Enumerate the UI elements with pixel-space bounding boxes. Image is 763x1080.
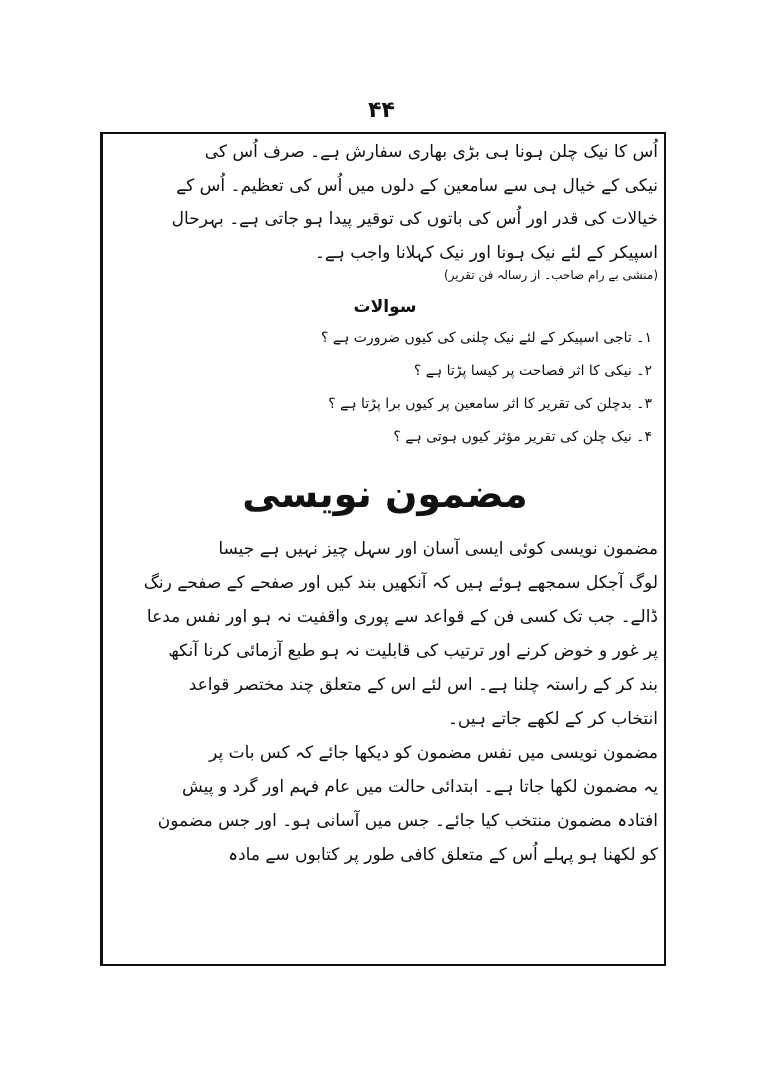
question-item: ۲۔ نیکی کا اثر فصاحت پر کیسا پڑتا ہے ؟: [413, 363, 652, 379]
page-content: [112, 136, 658, 872]
essay-line: بند کر کے راستہ چلنا ہے۔ اس لئے اس کے متعلق چند مختصر قواعد: [188, 675, 658, 695]
intro-paragraph: [112, 136, 658, 286]
essay-line: یہ مضمون لکھا جاتا ہے۔ ابتدائی حالت میں عام فہم اور گرد و پیش: [182, 777, 658, 797]
question-item: ۴۔ نیک چلن کی تقریر مؤثر کیوں ہوتی ہے ؟: [393, 429, 652, 445]
question-item: ۳۔ بدچلن کی تقریر کا اثر سامعین پر کیوں برا پڑتا ہے ؟: [328, 396, 652, 412]
essay-line: مضمون نویسی کوئی ایسی آسان اور سہل چیز نہیں ہے جیسا: [218, 539, 658, 559]
question-item: ۱۔ تاجی اسپیکر کے لئے نیک چلنی کی کیوں ضرورت ہے ؟: [321, 330, 652, 346]
essay-paragraph-2: [112, 736, 658, 872]
essay-line: افتادہ مضمون منتخب کیا جائے۔ جس میں آسانی ہو۔ اور جس مضمون: [157, 811, 658, 831]
essay-line: لوگ آجکل سمجھے ہوئے ہیں کہ آنکھیں بند کیں اور صفحے کے صفحے رنگ: [143, 573, 658, 593]
essay-line: کو لکھنا ہو پہلے اُس کے متعلق کافی طور پر کتابوں سے مادہ: [228, 845, 658, 865]
questions-heading: سوالات: [353, 297, 417, 317]
essay-paragraph-1: [112, 532, 658, 736]
intro-line: اُس کا نیک چلن ہونا ہی بڑی بھاری سفارش ہے۔ صرف اُس کی: [204, 142, 658, 162]
page-number: ۴۴: [368, 98, 395, 123]
essay-line: ڈالے۔ جب تک کسی فن کے قواعد سے پوری واقفیت نہ ہو اور نفس مدعا: [146, 607, 658, 627]
essay-title: مضمون نویسی: [242, 472, 528, 516]
essay-line: مضمون نویسی میں نفس مضمون کو دیکھا جائے کہ کس بات پر: [209, 743, 658, 763]
questions-list: [112, 322, 658, 454]
intro-line: خیالات کی قدر اور اُس کی باتوں کی توقیر پیدا ہو جاتی ہے۔ بہرحال: [171, 209, 658, 229]
intro-line: نیکی کے خیال ہی سے سامعین کے دلوں میں اُس کی تعظیم۔ اُس کے: [176, 175, 658, 196]
intro-line: اسپیکر کے لئے نیک ہونا اور نیک کہلانا واجب ہے۔: [314, 242, 658, 263]
citation: (منشی بے رام صاحب۔ از رسالہ فن تقریر): [443, 268, 658, 282]
essay-line: انتخاب کر کے لکھے جاتے ہیں۔: [447, 709, 658, 729]
essay-line: پر غور و خوض کرنے اور ترتیب کی قابلیت نہ ہو طبع آزمائی کرنا آنکھ: [168, 641, 658, 661]
